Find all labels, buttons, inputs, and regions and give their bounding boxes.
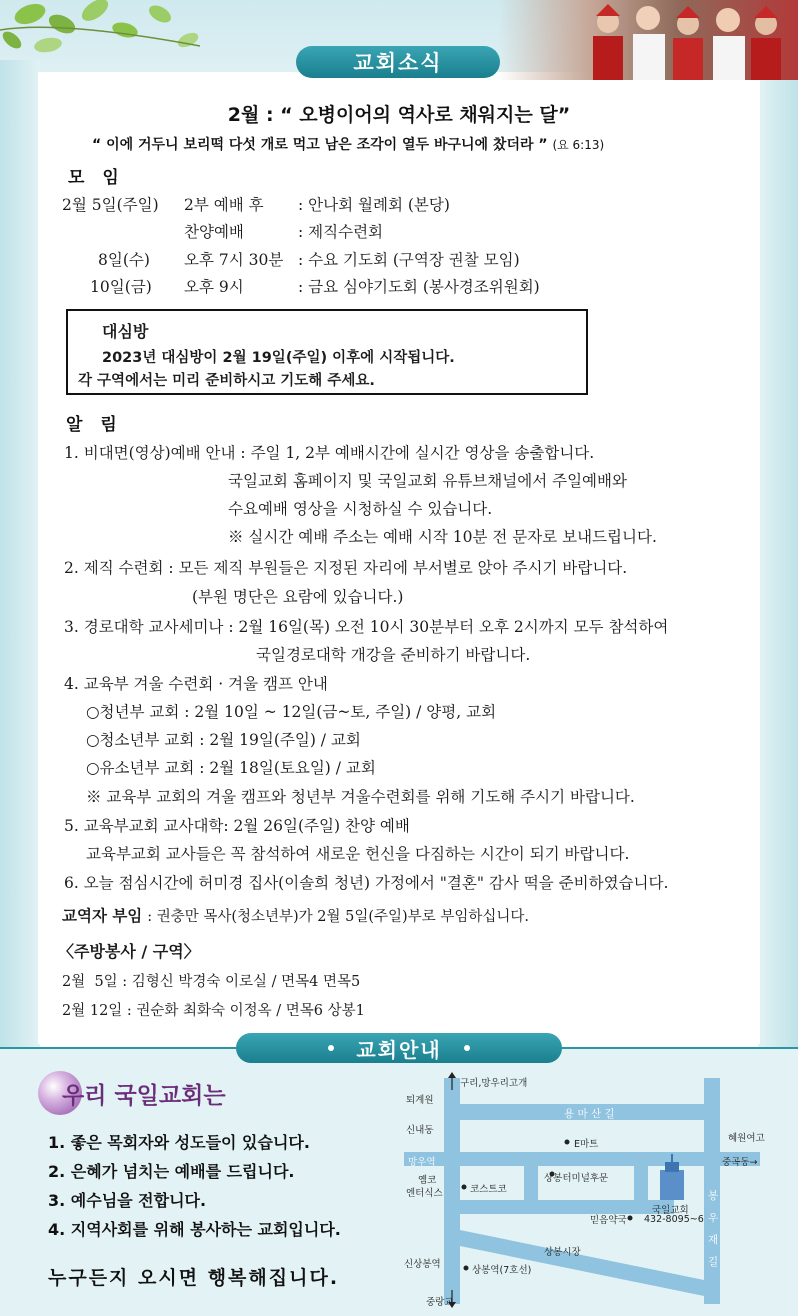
guide-item: 3. 예수님을 전합니다. — [48, 1191, 207, 1210]
map-label-u: 우 — [708, 1212, 719, 1224]
map-label-terminal: 상봉터미널후문 — [544, 1173, 609, 1184]
map-label-yemko: 옘코 — [418, 1175, 437, 1186]
announcement-line: 1. 비대면(영상)예배 안내 : 주일 1, 2부 예배시간에 실시간 영상을 송출합니다. — [64, 444, 595, 462]
leaves-decoration — [0, 0, 230, 90]
left-border — [0, 60, 40, 1050]
map-label-market: 상봉시장 — [544, 1247, 581, 1258]
announcement-line: 수요예배 영상을 시청하실 수 있습니다. — [228, 500, 493, 518]
right-border — [758, 60, 798, 1050]
gathering-event: : 수요 기도회 (구역장 권찰 모임) — [298, 251, 520, 269]
gathering-event: : 금요 심야기도회 (봉사경조위원회) — [298, 278, 540, 296]
map-label-toegyewon: 퇴계원 — [406, 1095, 434, 1106]
announcement-line: 국일교회 홈페이지 및 국일교회 유튜브채널에서 주일예배와 — [228, 472, 627, 490]
announcement-line: ○청소년부 교회 : 2월 19일(주일) / 교회 — [86, 731, 361, 749]
map-label-junggrang: 중랑교 — [426, 1297, 454, 1308]
map-label-bong: 봉 — [708, 1190, 719, 1202]
gathering-event: : 안나회 월례회 (본당) — [298, 196, 450, 214]
gathering-time: 2부 예배 후 — [184, 196, 264, 214]
minister-notice — [62, 904, 529, 926]
guide-item: 4. 지역사회를 위해 봉사하는 교회입니다. — [48, 1220, 341, 1239]
minister-label: 교역자 부임 — [62, 907, 143, 925]
visit-notice-box — [66, 309, 588, 395]
map-label-church: 국일교회 — [652, 1205, 689, 1216]
map-label-hyewon: 혜원여고 — [728, 1133, 765, 1144]
map-label-road: 용 마 산 길 — [564, 1108, 615, 1120]
gathering-time: 오후 7시 30분 — [184, 251, 284, 269]
visit-notice-title: 대심방 — [102, 322, 149, 341]
announcement-line: 6. 오늘 점심시간에 허미경 집사(이솔희 청년) 가정에서 "결혼" 감사 떡을 준비하였습니다. — [64, 874, 669, 892]
guide-item: 2. 은혜가 넘치는 예배를 드립니다. — [48, 1162, 295, 1181]
visit-notice-line: 2023년 대심방이 2월 19일(주일) 이후에 시작됩니다. — [102, 350, 455, 366]
gathering-date: 2월 5일(주일) — [62, 196, 159, 214]
choir-photo — [498, 0, 798, 80]
map-label-sinsangbong: 신상봉역 — [404, 1259, 441, 1270]
bible-verse — [92, 134, 732, 154]
map-label-junggokdong: 중곡동→ — [722, 1157, 758, 1168]
announcement-line: 5. 교육부교회 교사대학: 2월 26일(주일) 찬양 예배 — [64, 817, 410, 835]
announcement-line: ○유소년부 교회 : 2월 18일(토요일) / 교회 — [86, 759, 376, 777]
gathering-date: 10일(금) — [90, 278, 152, 296]
announcement-line: 2. 제직 수련회 : 모든 제직 부원들은 지정된 자리에 부서별로 앉아 주시기 바랍니다. — [64, 559, 628, 577]
gathering-time: 오후 9시 — [184, 278, 244, 296]
map-label-sinnaedong: 신내동 — [406, 1125, 434, 1136]
map-label-emart: E마트 — [574, 1139, 599, 1150]
map-label-entertix: 엔터식스 — [406, 1188, 443, 1199]
month-headline: 2월 : “ 오병이어의 역사로 채워지는 달” — [227, 104, 571, 126]
dot-icon — [328, 1045, 334, 1051]
map-label-costco: 코스트코 — [470, 1184, 507, 1195]
gathering-time: 찬양예배 — [184, 223, 244, 241]
kitchen-heading: 〈주방봉사 / 구역〉 — [58, 942, 200, 961]
map-label-gil: 길 — [708, 1256, 719, 1268]
dot-icon — [464, 1045, 470, 1051]
verse-reference: (요 6:13) — [552, 138, 605, 152]
church-intro-title — [38, 1068, 226, 1118]
gatherings-heading: 모 임 — [68, 168, 125, 188]
announcement-line: 3. 경로대학 교사세미나 : 2월 16일(목) 오전 10시 30분부터 오후 2시까지 모두 참석하여 — [64, 618, 669, 636]
announcement-line: (부원 명단은 요람에 있습니다.) — [192, 588, 404, 606]
map-label-mangu: 망우역 — [408, 1157, 436, 1168]
guide-title: 교회안내 — [356, 1037, 442, 1062]
gathering-date: 8일(수) — [98, 251, 150, 269]
announcement-line: 4. 교육부 겨울 수련회 · 겨울 캠프 안내 — [64, 675, 328, 693]
section-title-guide — [236, 1033, 562, 1063]
visit-notice-line: 각 구역에서는 미리 준비하시고 기도해 주세요. — [78, 373, 375, 389]
kitchen-row: 2월 5일 : 김형신 박경숙 이로실 / 면목4 면목5 — [62, 974, 361, 990]
announcement-line: 국일경로대학 개강을 준비하기 바랍니다. — [256, 646, 531, 664]
map-label-pharmacy: 믿음약국 — [590, 1215, 627, 1226]
announcements-heading: 알 림 — [66, 415, 123, 435]
church-intro-text: 우리 국일교회는 — [62, 1082, 226, 1109]
guide-item: 1. 좋은 목회자와 성도들이 있습니다. — [48, 1133, 310, 1152]
announcement-line: ○청년부 교회 : 2월 10일 ~ 12일(금~토, 주일) / 양평, 교회 — [86, 703, 497, 721]
verse-text: “ 이에 거두니 보리떡 다섯 개로 먹고 남은 조각이 열두 바구니에 찼더라 ” — [92, 137, 548, 153]
announcement-line: ※ 교육부 교회의 겨울 캠프와 청년부 겨울수련회를 위해 기도해 주시기 바랍니다. — [86, 788, 635, 806]
minister-text: : 권충만 목사(청소년부)가 2월 5일(주일)부로 부임하십니다. — [147, 909, 529, 925]
map-label-phone: 432-8095~6 — [644, 1214, 704, 1225]
church-location-map — [404, 1070, 784, 1310]
announcement-line: ※ 실시간 예배 주소는 예배 시작 10분 전 문자로 보내드립니다. — [228, 528, 657, 546]
welcome-slogan: 누구든지 오시면 행복해집니다. — [48, 1267, 340, 1289]
announcement-line: 교육부교회 교사들은 꼭 참석하여 새로운 헌신을 다짐하는 시간이 되기 바랍니다. — [86, 845, 630, 863]
section-title-news: 교회소식 — [296, 46, 500, 78]
kitchen-row: 2월 12일 : 권순화 최화숙 이정옥 / 면목6 상봉1 — [62, 1003, 365, 1019]
map-label-north: 구리,망우리고개 — [460, 1078, 528, 1089]
map-label-sangbong-station: 상봉역(7호선) — [472, 1265, 532, 1276]
gathering-event: : 제직수련회 — [298, 223, 384, 241]
map-label-jae: 재 — [708, 1234, 719, 1246]
